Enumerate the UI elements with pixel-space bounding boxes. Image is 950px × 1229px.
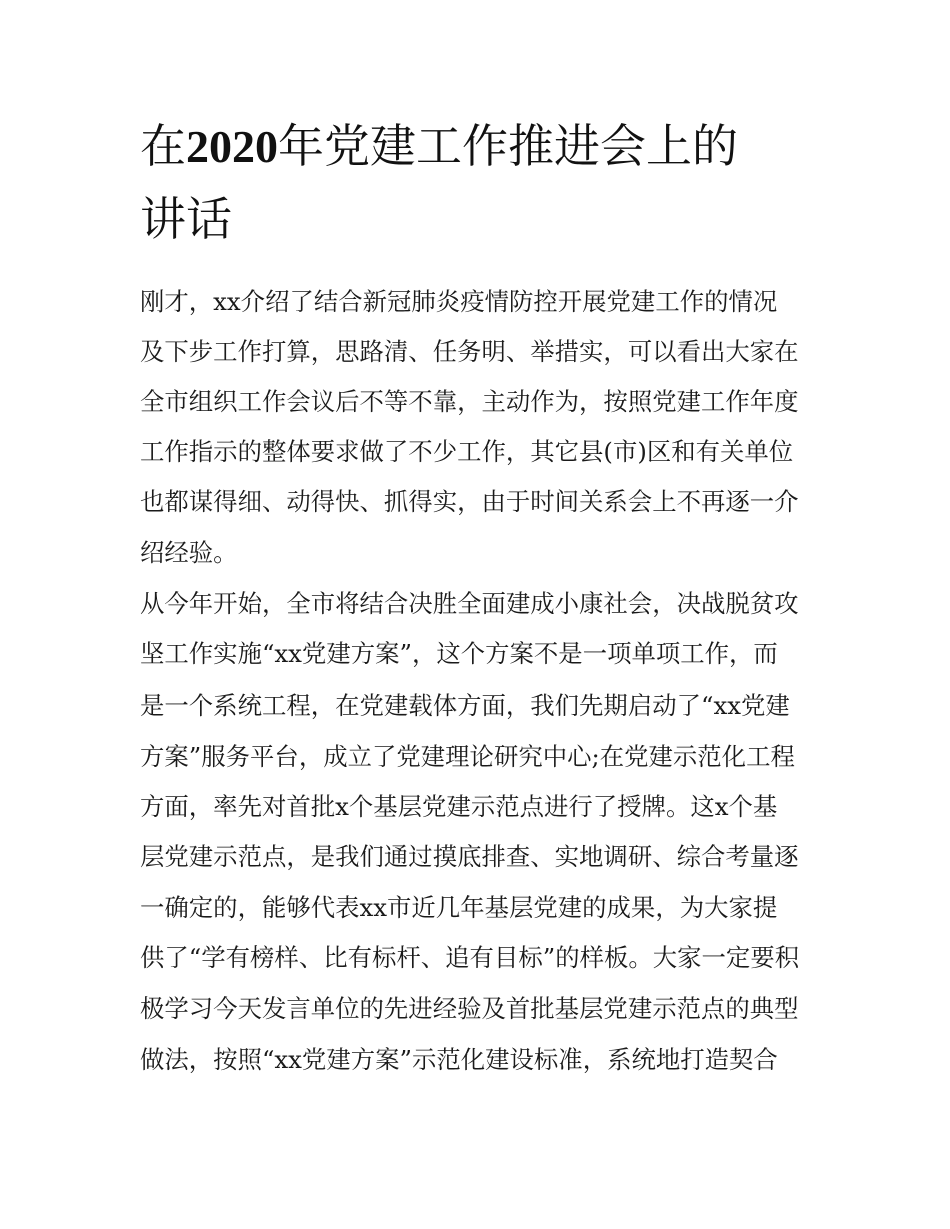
- text-line: 刚才，xx介绍了结合新冠肺炎疫情防控开展党建工作的情况: [140, 287, 778, 316]
- title-suffix: 年党建工作推进会上的: [278, 119, 738, 173]
- text-line: 供了“学有榜样、比有标杆、追有目标”的样板。大家一定要积: [140, 943, 800, 972]
- text-line: 方面，率先对首批x个基层党建示范点进行了授牌。这x个基: [140, 792, 778, 821]
- text-line: 层党建示范点，是我们通过摸底排查、实地调研、综合考量逐: [140, 842, 799, 871]
- title-prefix: 在: [140, 119, 186, 173]
- text-line: 从今年开始，全市将结合决胜全面建成小康社会，决战脱贫攻: [140, 589, 799, 618]
- text-line: 做法，按照“xx党建方案”示范化建设标准，系统地打造契合: [140, 1045, 778, 1074]
- text-line: 坚工作实施“xx党建方案”，这个方案不是一项单项工作，而: [140, 639, 778, 668]
- text-line: 工作指示的整体要求做了不少工作，其它县(市)区和有关单位: [140, 437, 794, 466]
- text-line: 全市组织工作会议后不等不靠，主动作为，按照党建工作年度: [140, 387, 799, 416]
- title-line-2: 讲话: [140, 192, 232, 246]
- document-title: [140, 110, 830, 255]
- title-year: 2020: [186, 121, 278, 172]
- text-line: 也都谋得细、动得快、抓得实，由于时间关系会上不再逐一介: [140, 487, 799, 516]
- text-line: 方案”服务平台，成立了党建理论研究中心;在党建示范化工程: [140, 742, 795, 771]
- text-line: 一确定的，能够代表xx市近几年基层党建的成果，为大家提: [140, 893, 778, 922]
- text-line: 绍经验。: [140, 538, 238, 567]
- text-line: 是一个系统工程，在党建载体方面，我们先期启动了“xx党建: [140, 691, 790, 720]
- text-line: 及下步工作打算，思路清、任务明、举措实，可以看出大家在: [140, 337, 799, 366]
- text-line: 极学习今天发言单位的先进经验及首批基层党建示范点的典型: [140, 994, 799, 1023]
